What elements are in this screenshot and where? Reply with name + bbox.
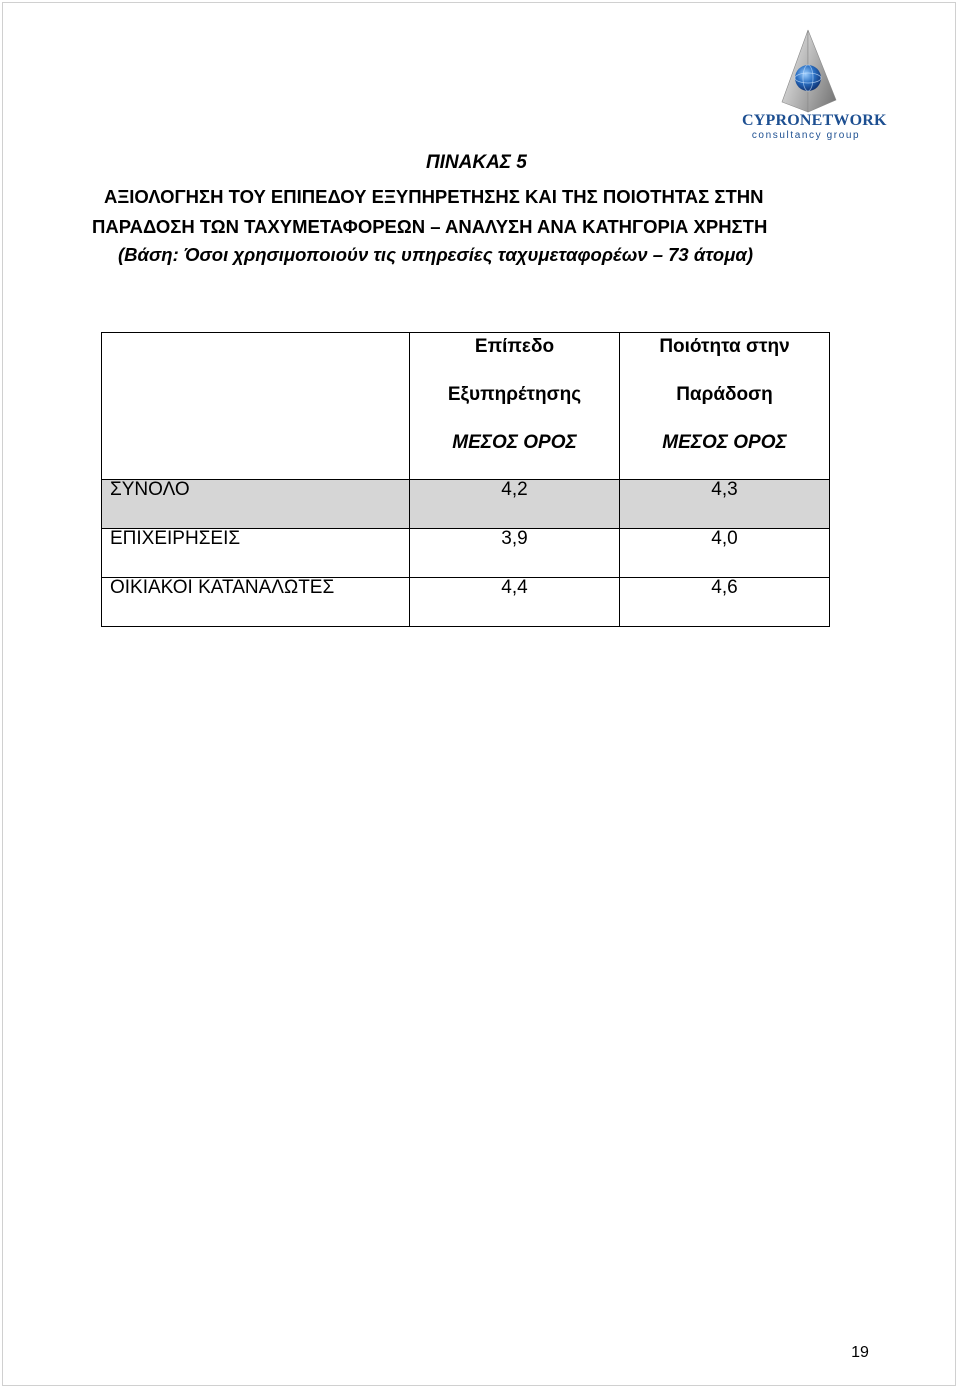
base-note: (Βάση: Όσοι χρησιμοποιούν τις υπηρεσίες ταχυμεταφορέων – 73 άτομα) (118, 244, 753, 265)
table-row (102, 480, 830, 529)
logo-wordmark: CYPRONETWORK (742, 112, 887, 129)
cell-value: 4,4 (410, 578, 620, 627)
title-line-2: ΠΑΡΑΔΟΣΗ ΤΩΝ ΤΑΧΥΜΕΤΑΦΟΡΕΩΝ – ΑΝΑΛΥΣΗ ΑΝΑ ΚΑΤΗΓΟΡΙΑ ΧΡΗΣΤΗ (92, 216, 768, 237)
title-line-1: ΑΞΙΟΛΟΓΗΣΗ ΤΟΥ ΕΠΙΠΕΔΟΥ ΕΞΥΠΗΡΕΤΗΣΗΣ ΚΑΙ ΤΗΣ ΠΟΙΟΤΗΤΑΣ ΣΤΗΝ (104, 186, 764, 207)
cell-value: 4,2 (410, 480, 620, 529)
row-label: ΟΙΚΙΑΚΟΙ ΚΑΤΑΝΑΛΩΤΕΣ (102, 578, 410, 627)
table-row (102, 529, 830, 578)
column-header-stat: ΜΕΣΟΣ ΟΡΟΣ (452, 432, 577, 453)
column-header-line2: Εξυπηρέτησης (447, 384, 582, 405)
cell-value: 4,3 (620, 480, 830, 529)
cell-value: 4,6 (620, 578, 830, 627)
results-table (101, 332, 830, 627)
table-row (102, 578, 830, 627)
column-header-line2: Παράδοση (676, 384, 773, 405)
header-row (102, 333, 830, 480)
page-number: 19 (851, 1344, 869, 1361)
column-header-line1: Ποιότητα στην (659, 336, 790, 357)
header-empty-cell (102, 333, 410, 480)
table-caption (90, 152, 870, 266)
column-header-stat: ΜΕΣΟΣ ΟΡΟΣ (662, 432, 787, 453)
column-header-line1: Επίπεδο (474, 336, 555, 357)
logo-tagline: consultancy group (751, 130, 861, 141)
cell-value: 4,0 (620, 529, 830, 578)
cell-value: 3,9 (410, 529, 620, 578)
company-logo (742, 26, 887, 146)
header-service-level (410, 333, 620, 480)
table-number: ΠΙΝΑΚΑΣ 5 (426, 152, 527, 173)
header-delivery-quality (620, 333, 830, 480)
pyramid-globe-icon (742, 26, 870, 116)
row-label: ΕΠΙΧΕΙΡΗΣΕΙΣ (102, 529, 410, 578)
row-label: ΣΥΝΟΛΟ (102, 480, 410, 529)
